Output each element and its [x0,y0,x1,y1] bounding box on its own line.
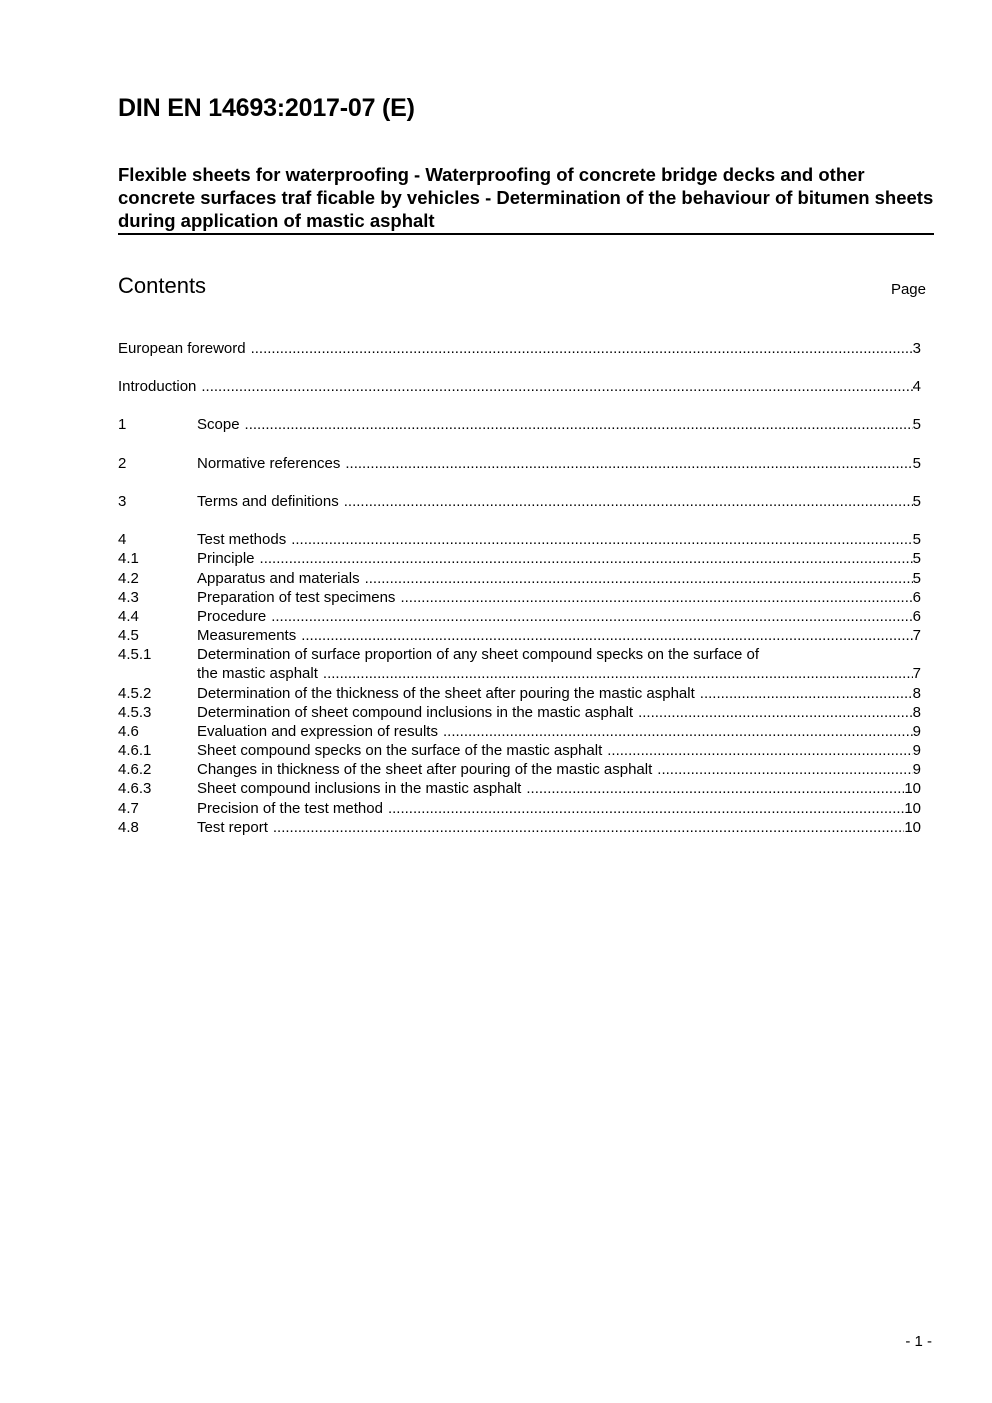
toc-entry-page: 7 [912,627,921,644]
toc-entry-title: Scope [197,416,240,433]
toc-entry-4-6[interactable] [118,722,921,741]
toc-entry-4-7[interactable] [118,799,921,818]
toc-entry-title: Introduction [118,378,197,395]
toc-entry-4-1[interactable] [118,549,921,568]
toc-entry-title: Sheet compound inclusions in the mastic asphalt [197,780,522,797]
toc-entry-4-6-1[interactable] [118,741,921,760]
toc-entry-title: Precision of the test method [197,800,383,817]
toc-entry-page: 5 [912,531,921,548]
toc-entry-number: 4.2 [118,570,139,587]
toc-entry-4-3[interactable] [118,588,921,607]
toc-entry-number: 4.8 [118,819,139,836]
contents-heading: Contents [118,273,207,298]
toc-leader-dots [286,530,912,549]
toc-entry-title: Principle [197,550,255,567]
document-id: DIN EN 14693:2017-07 (E) [118,94,415,122]
toc-entry-page: 5 [912,550,921,567]
toc-entry-4-5-3[interactable] [118,703,921,722]
toc-leader-dots [383,799,904,818]
toc-entry-number: 4.6.3 [118,780,152,797]
toc-entry-title: Determination of the thickness of the sheet after pouring the mastic asphalt [197,685,695,702]
toc-leader-dots [695,684,913,703]
toc-entry-number: 4.4 [118,608,139,625]
toc-entry-4-5-1[interactable] [118,645,921,683]
toc-entry-title: Preparation of test specimens [197,589,396,606]
toc-leader-dots [240,415,913,434]
toc-entry-page: 7 [912,665,921,682]
toc-entry-page: 9 [912,723,921,740]
toc-entry-number: 3 [118,493,127,510]
toc-entry-title: Procedure [197,608,267,625]
toc-entry-4-2[interactable] [118,569,921,588]
toc-entry-title: Evaluation and expression of results [197,723,438,740]
toc-leader-dots [521,779,904,798]
toc-entry-4-8[interactable] [118,818,921,837]
toc-entry-page: 10 [904,819,921,836]
toc-leader-dots [652,760,912,779]
toc-entry-3[interactable] [118,492,921,511]
toc-leader-dots [196,377,912,396]
toc-entry-number: 4.6 [118,723,139,740]
toc-entry-number: 4.6.1 [118,742,152,759]
toc-entry-page: 6 [912,608,921,625]
toc-entry-title: Test methods [197,531,287,548]
toc-entry-page: 8 [912,704,921,721]
page-number: - 1 - [905,1333,932,1350]
toc-entry-2[interactable] [118,454,921,473]
toc-entry-page: 5 [912,455,921,472]
toc-entry-page: 4 [912,378,921,395]
toc-leader-dots [602,741,912,760]
toc-entry-title: Measurements [197,627,297,644]
toc-entry-european-foreword[interactable] [118,339,921,358]
toc-entry-title: Test report [197,819,268,836]
toc-entry-title: Apparatus and materials [197,570,360,587]
toc-leader-dots [633,703,913,722]
toc-entry-page: 10 [904,800,921,817]
toc-entry-number: 4 [118,531,127,548]
toc-leader-dots [296,626,912,645]
toc-entry-4[interactable] [118,530,921,549]
toc-entry-page: 6 [912,589,921,606]
toc-entry-number: 4.5.1 [118,646,152,663]
toc-entry-page: 10 [904,780,921,797]
toc-entry-4-6-2[interactable] [118,760,921,779]
toc-entry-page: 5 [912,416,921,433]
toc-entry-page: 5 [912,493,921,510]
toc-entry-number: 4.5.3 [118,704,152,721]
toc-entry-4-5[interactable] [118,626,921,645]
toc-leader-dots [395,588,912,607]
toc-entry-title: Normative references [197,455,341,472]
toc-entry-number: 4.6.2 [118,761,152,778]
toc-leader-dots [268,818,904,837]
toc-entry-1[interactable] [118,415,921,434]
toc-entry-title: Determination of surface proportion of any sheet compound specks on the surface of [197,646,759,663]
toc-entry-title: Changes in thickness of the sheet after pouring of the mastic asphalt [197,761,653,778]
toc-entry-title-continued: the mastic asphalt [197,665,318,682]
toc-entry-number: 4.3 [118,589,139,606]
toc-entry-number: 2 [118,455,127,472]
toc-leader-dots [246,339,913,358]
toc-entry-number: 4.7 [118,800,139,817]
toc-entry-title: Sheet compound specks on the surface of the mastic asphalt [197,742,603,759]
toc-entry-number: 1 [118,416,127,433]
toc-leader-dots [255,549,913,568]
toc-leader-dots [360,569,913,588]
toc-entry-title: Terms and definitions [197,493,339,510]
toc-leader-dots [339,492,913,511]
toc-entry-title: European foreword [118,340,246,357]
document-title: Flexible sheets for waterproofing - Waterproofing of concrete bridge decks and other concrete surfaces traf ficable by vehicles - Determination of the behaviour of bitumen sheets during application of mastic asphalt [118,163,934,235]
table-of-contents [118,0,921,1403]
toc-entry-number: 4.1 [118,550,139,567]
toc-entry-page: 3 [912,340,921,357]
toc-entry-title: Determination of sheet compound inclusions in the mastic asphalt [197,704,634,721]
toc-leader-dots [266,607,912,626]
toc-leader-dots [340,454,912,473]
toc-entry-4-4[interactable] [118,607,921,626]
toc-entry-number: 4.5 [118,627,139,644]
toc-entry-number: 4.5.2 [118,685,152,702]
toc-entry-introduction[interactable] [118,377,921,396]
toc-entry-page: 9 [912,761,921,778]
page-column-heading: Page [890,281,926,298]
toc-entry-4-5-2[interactable] [118,684,921,703]
toc-entry-page: 9 [912,742,921,759]
toc-leader-dots [318,664,913,683]
toc-entry-page: 8 [912,685,921,702]
toc-leader-dots [438,722,913,741]
toc-entry-4-6-3[interactable] [118,779,921,798]
toc-entry-page: 5 [912,570,921,587]
